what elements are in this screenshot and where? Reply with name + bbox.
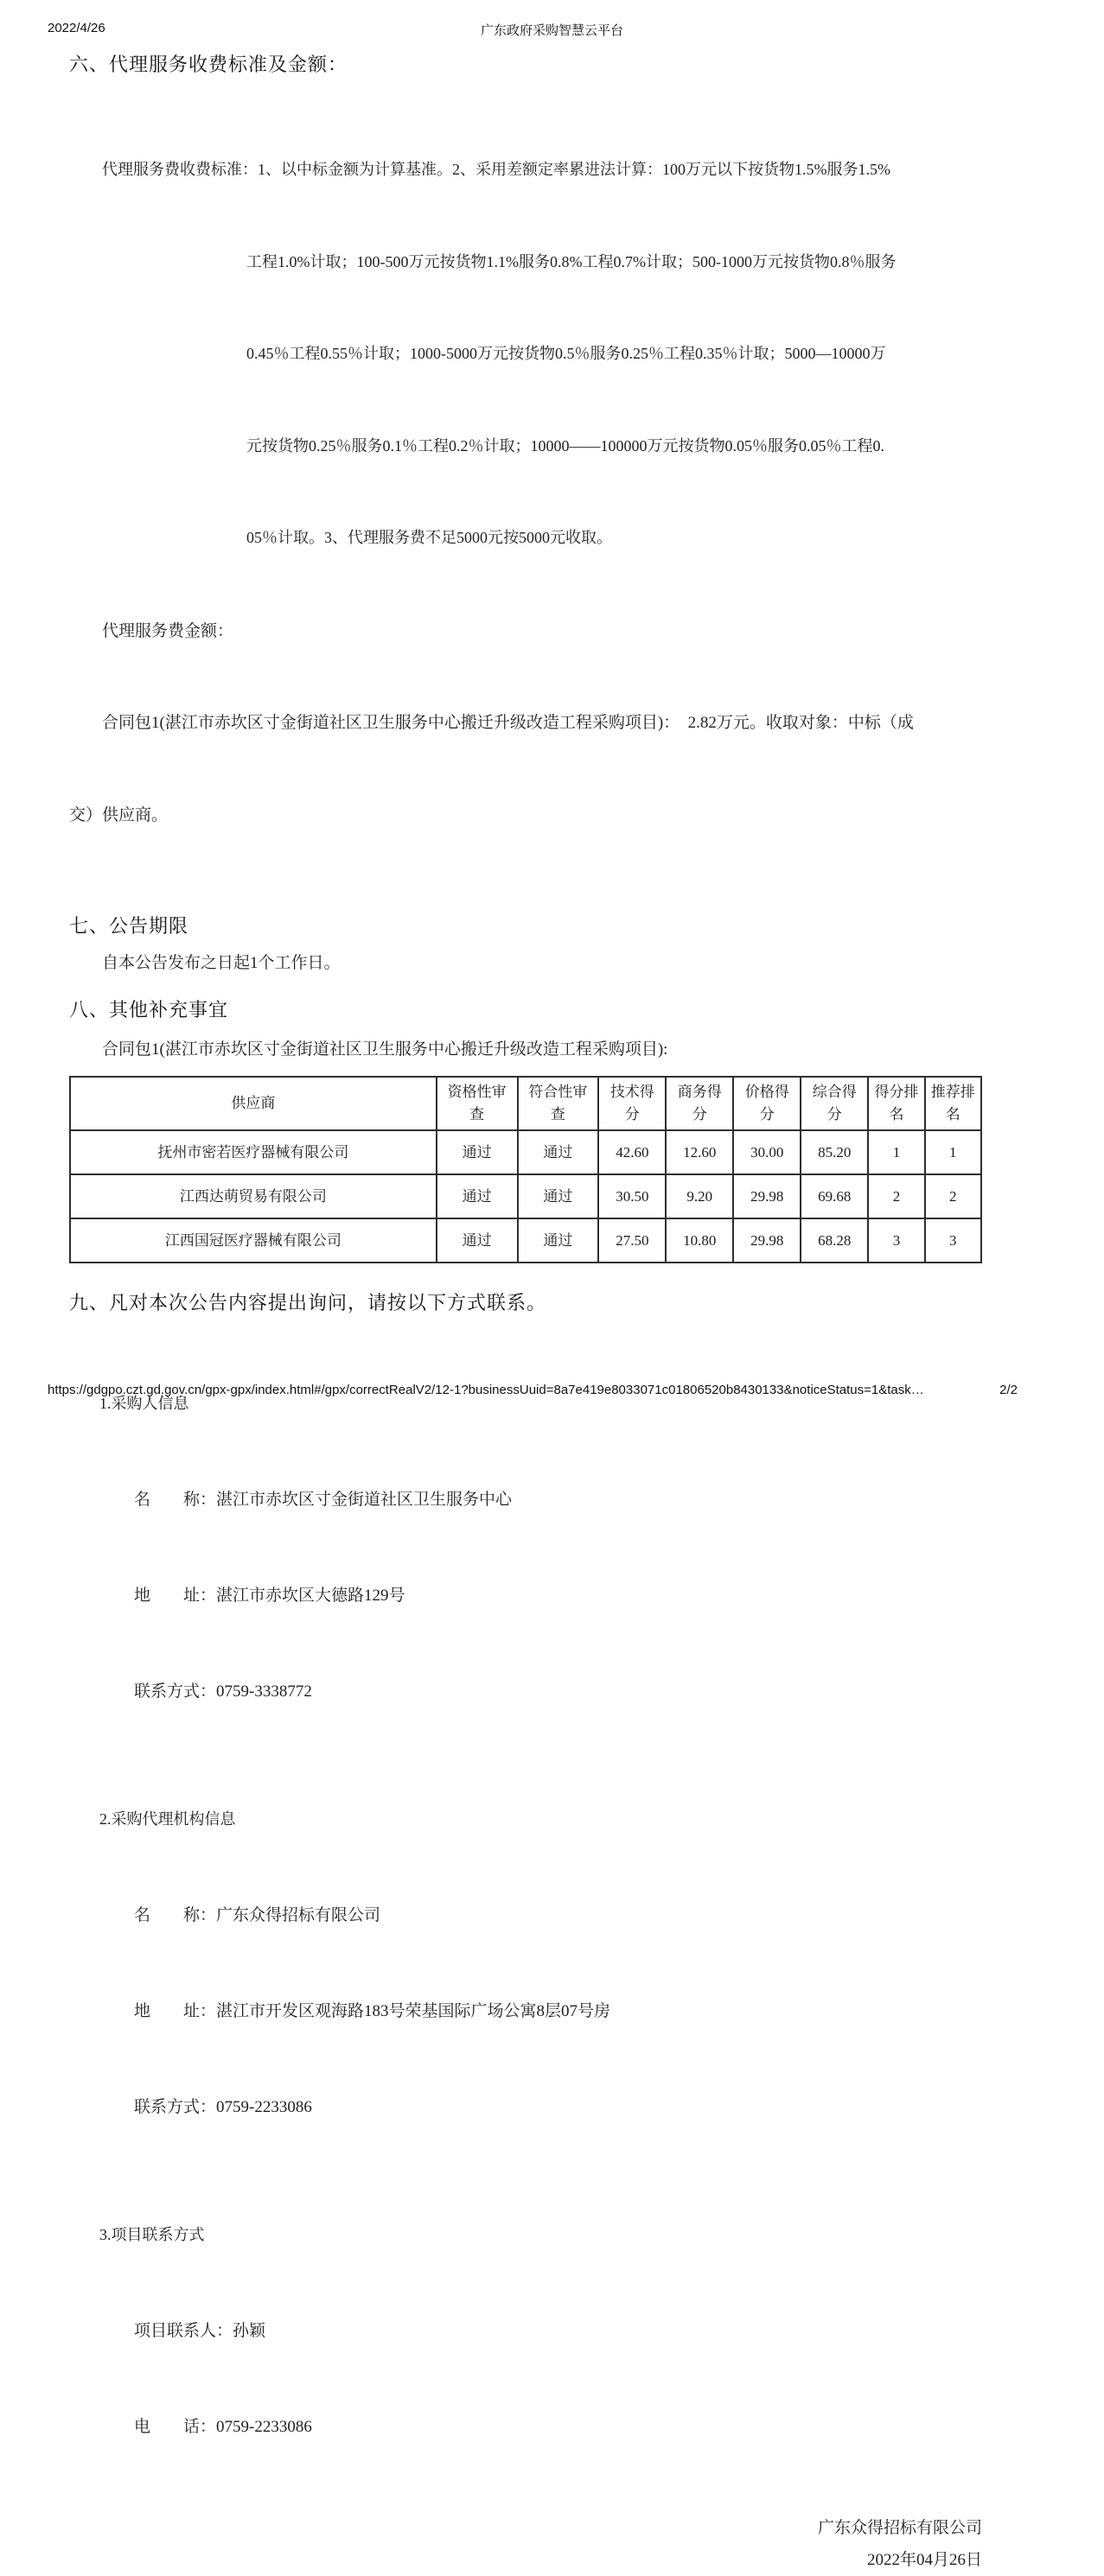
section7-body: 自本公告发布之日起1个工作日。 bbox=[102, 954, 341, 972]
fee-amount-line: 合同包1(湛江市赤坎区寸金街道社区卫生服务中心搬迁升级改造工程采购项目)： 2.82万元。收取对象：中标（成 bbox=[102, 714, 914, 732]
signature-date: 2022年04月26日 bbox=[866, 2551, 982, 2569]
column-header-supplier: 供应商 bbox=[70, 1077, 437, 1130]
table-cell: 通过 bbox=[518, 1130, 599, 1174]
signature-block bbox=[69, 2512, 982, 2576]
table-cell: 27.50 bbox=[598, 1218, 666, 1263]
purchaser-address: 地 址：湛江市赤坎区大德路129号 bbox=[134, 1587, 405, 1605]
column-header-recommend-rank: 推荐排名 bbox=[925, 1077, 981, 1130]
table-cell: 30.50 bbox=[598, 1174, 666, 1218]
fee-standard-line: 代理服务费收费标准：1、以中标金额为计算基准。2、采用差额定率累进法计算：100万元以下按货物1.5%服务1.5% bbox=[102, 161, 890, 178]
table-cell: 9.20 bbox=[666, 1174, 733, 1218]
table-cell: 10.80 bbox=[666, 1218, 733, 1263]
table-cell: 29.98 bbox=[733, 1174, 801, 1218]
supplier-cell: 江西达萌贸易有限公司 bbox=[70, 1174, 437, 1218]
fee-standard-paragraph bbox=[69, 93, 982, 615]
platform-title: 广东政府采购智慧云平台 bbox=[480, 23, 623, 38]
source-url: https://gdgpo.czt.gd.gov.cn/gpx-gpx/index.html#/gpx/correctRealV2/12-1?businessUuid=8a7e419e8033071c01806520b8430133&noticeStatus=1&task… bbox=[48, 1383, 924, 1397]
fee-standard-line: 工程1.0%计取；100-500万元按货物1.1%服务0.8%工程0.7%计取；500-1000万元按货物0.8％服务 bbox=[246, 252, 897, 270]
agency-info-label: 2.采购代理机构信息 bbox=[99, 1810, 236, 1828]
table-cell: 30.00 bbox=[733, 1130, 801, 1174]
page-number: 2/2 bbox=[999, 1383, 1018, 1397]
table-cell: 2 bbox=[868, 1174, 924, 1218]
fee-standard-line: 0.45％工程0.55％计取；1000-5000万元按货物0.5％服务0.25％工程0.35％计取；5000—10000万 bbox=[246, 345, 886, 362]
table-cell: 1 bbox=[868, 1130, 924, 1174]
table-cell: 12.60 bbox=[666, 1130, 733, 1174]
column-header-technical-score: 技术得分 bbox=[598, 1077, 666, 1130]
fee-standard-line: 05％计取。3、代理服务费不足5000元按5000元收取。 bbox=[246, 529, 612, 546]
table-cell: 69.68 bbox=[801, 1174, 868, 1218]
column-header-price-score: 价格得分 bbox=[733, 1077, 801, 1130]
column-header-score-rank: 得分排名 bbox=[868, 1077, 924, 1130]
table-cell: 3 bbox=[868, 1218, 924, 1263]
project-contact-phone: 电 话：0759-2233086 bbox=[134, 2418, 312, 2436]
table-cell: 85.20 bbox=[801, 1130, 868, 1174]
project-contact-person: 项目联系人：孙颖 bbox=[134, 2322, 266, 2340]
table-cell: 42.60 bbox=[598, 1130, 666, 1174]
supplier-cell: 江西国冠医疗器械有限公司 bbox=[70, 1218, 437, 1263]
document-content bbox=[69, 50, 982, 2576]
table-cell: 通过 bbox=[518, 1218, 599, 1263]
agency-phone: 联系方式：0759-2233086 bbox=[134, 2098, 312, 2116]
fee-amount-label: 代理服务费金额： bbox=[102, 621, 234, 640]
purchaser-phone: 联系方式：0759-3338772 bbox=[134, 1682, 312, 1701]
table-header-row bbox=[70, 1077, 981, 1130]
agency-name: 名 称：广东众得招标有限公司 bbox=[134, 1906, 381, 1924]
table-cell: 通过 bbox=[518, 1174, 599, 1218]
signature-company: 广东众得招标有限公司 bbox=[817, 2519, 982, 2537]
column-header-business-score: 商务得分 bbox=[666, 1077, 733, 1130]
table-row bbox=[70, 1218, 981, 1263]
section8-heading: 八、其他补充事宜 bbox=[69, 999, 229, 1021]
supplier-cell: 抚州市密若医疗器械有限公司 bbox=[70, 1130, 437, 1174]
section8-intro: 合同包1(湛江市赤坎区寸金街道社区卫生服务中心搬迁升级改造工程采购项目): bbox=[102, 1040, 668, 1059]
print-footer bbox=[0, 1383, 1104, 1400]
contact-info bbox=[69, 1324, 982, 2507]
fee-amount-line: 交）供应商。 bbox=[69, 805, 169, 824]
table-cell: 通过 bbox=[437, 1130, 518, 1174]
table-cell: 通过 bbox=[437, 1174, 518, 1218]
table-cell: 通过 bbox=[437, 1218, 518, 1263]
table-row bbox=[70, 1174, 981, 1218]
fee-standard-line: 元按货物0.25％服务0.1％工程0.2％计取；10000——100000万元按货物0.05％服务0.05％工程0. bbox=[246, 436, 884, 455]
table-cell: 29.98 bbox=[733, 1218, 801, 1263]
table-cell: 68.28 bbox=[801, 1218, 868, 1263]
column-header-total-score: 综合得分 bbox=[801, 1077, 868, 1130]
section7-heading: 七、公告期限 bbox=[69, 915, 189, 937]
fee-amount-paragraph bbox=[69, 646, 982, 892]
print-header bbox=[0, 21, 1104, 40]
project-contact-label: 3.项目联系方式 bbox=[99, 2226, 205, 2243]
table-cell: 2 bbox=[925, 1174, 981, 1218]
purchaser-info-label: 1.采购人信息 bbox=[99, 1395, 189, 1412]
table-row bbox=[70, 1130, 981, 1174]
agency-address: 地 址：湛江市开发区观海路183号荣基国际广场公寓8层07号房 bbox=[134, 2002, 611, 2020]
purchaser-name: 名 称：湛江市赤坎区寸金街道社区卫生服务中心 bbox=[134, 1491, 513, 1509]
evaluation-table bbox=[69, 1076, 982, 1263]
table-cell: 1 bbox=[925, 1130, 981, 1174]
column-header-qualification-review: 资格性审查 bbox=[437, 1077, 518, 1130]
column-header-conformity-review: 符合性审查 bbox=[518, 1077, 599, 1130]
section6-heading: 六、代理服务收费标准及金额： bbox=[69, 54, 348, 75]
section9-heading: 九、凡对本次公告内容提出询问，请按以下方式联系。 bbox=[69, 1292, 547, 1313]
table-cell: 3 bbox=[925, 1218, 981, 1263]
print-date: 2022/4/26 bbox=[48, 21, 105, 35]
